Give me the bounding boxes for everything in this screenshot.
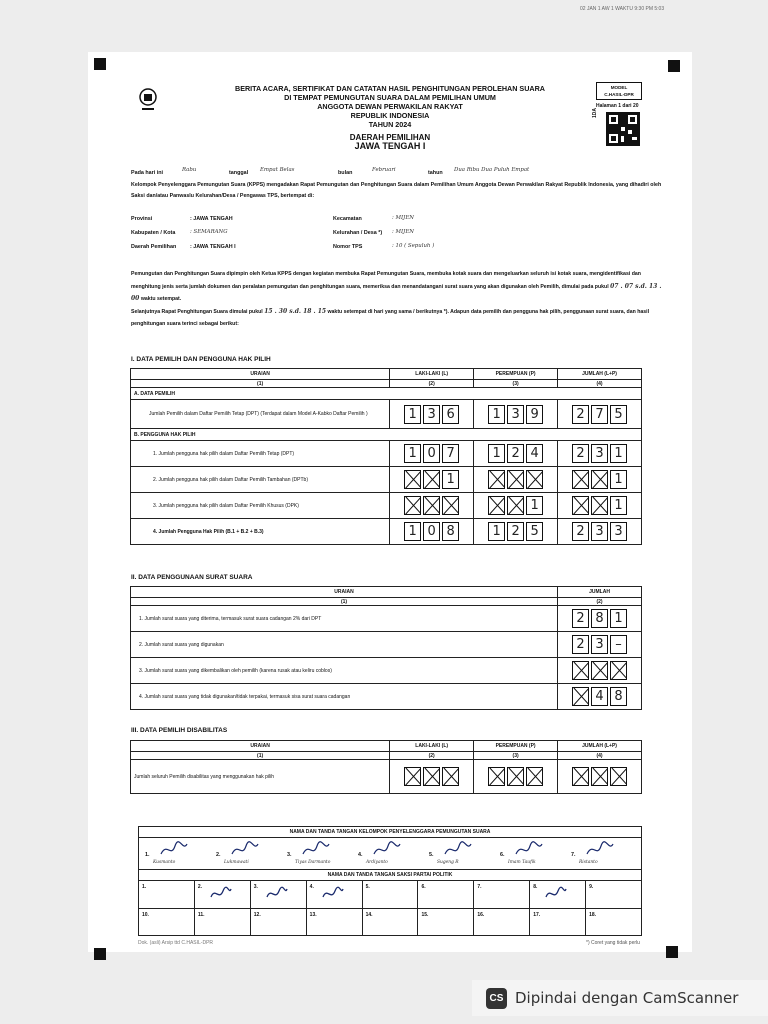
bulan-label: bulan xyxy=(338,170,353,176)
handwritten-signature-icon xyxy=(585,840,615,858)
handwritten-signature-icon xyxy=(372,840,402,858)
saksi-number: 16. xyxy=(477,912,485,918)
digit-box-group xyxy=(561,405,638,424)
digit-box: 4 xyxy=(591,687,608,706)
section-3-table: URAIAN LAKI-LAKI (L) PEREMPUAN (P) JUMLAH (L+P) (1) (2) (3) (4) Jumlah seluruh Pemilih disabilitas yang menggunakan hak pilih xyxy=(130,740,642,794)
digit-box: 2 xyxy=(507,444,524,463)
digit-box-group xyxy=(477,444,554,463)
saksi-number: 13. xyxy=(309,912,317,918)
digit-box: 2 xyxy=(507,522,524,541)
crossed-digit-box xyxy=(488,470,505,489)
crossed-digit-box xyxy=(507,496,524,515)
header-line-1: BERITA ACARA, SERTIFIKAT DAN CATATAN HASIL PENGHITUNGAN PEROLEHAN SUARA xyxy=(235,84,545,93)
digit-box: 2 xyxy=(572,444,589,463)
digit-box-group xyxy=(561,522,638,541)
saksi-number: 9. xyxy=(589,884,594,890)
crossed-digit-box xyxy=(572,687,589,706)
digit-box: 2 xyxy=(572,635,589,654)
crossed-digit-box xyxy=(507,470,524,489)
digit-box: 2 xyxy=(572,405,589,424)
ss-row-3-boxes xyxy=(558,658,642,684)
digit-box-group xyxy=(561,609,638,628)
row-b2-label: 2. Jumlah pengguna hak pilih dalam Daftar Pemilih Tambahan (DPTb) xyxy=(131,467,390,493)
digit-box: 1 xyxy=(610,609,627,628)
signature-block xyxy=(138,826,642,936)
digit-box-group xyxy=(561,767,638,786)
crossed-digit-box xyxy=(404,470,421,489)
a1-laki-boxes xyxy=(390,400,474,429)
group-a-label: A. DATA PEMILIH xyxy=(131,388,642,400)
handwritten-signature-icon xyxy=(443,840,473,858)
saksi-number: 2. xyxy=(197,884,203,890)
digit-box: 0 xyxy=(423,522,440,541)
crossed-digit-box xyxy=(572,470,589,489)
b4-laki-boxes xyxy=(390,519,474,545)
ss-row-2-label: 2. Jumlah surat suara yang digunakan xyxy=(131,632,558,658)
saksi-cell xyxy=(363,881,419,908)
digit-box: 1 xyxy=(488,522,505,541)
header-line-2: DI TEMPAT PEMUNGUTAN SUARA DALAM PEMILIHAN UMUM xyxy=(284,93,496,102)
crossed-digit-box xyxy=(610,661,627,680)
crossed-digit-box xyxy=(591,470,608,489)
row-b4-label: 4. Jumlah Pengguna Hak Pilih (B.1 + B.2 + B.3) xyxy=(131,519,390,545)
crossed-digit-box xyxy=(423,470,440,489)
saksi-cell xyxy=(418,909,474,935)
digit-box: 5 xyxy=(610,405,627,424)
handwritten-signature-icon xyxy=(209,885,233,903)
digit-box-group xyxy=(561,444,638,463)
header-dapil-label: DAERAH PEMILIHAN xyxy=(349,133,431,142)
kpps-number: 1. xyxy=(145,852,150,858)
saksi-number: 5. xyxy=(365,884,370,890)
header-line-4: REPUBLIK INDONESIA xyxy=(350,111,430,120)
b2-perempuan-boxes xyxy=(474,467,558,493)
crossed-digit-box xyxy=(442,496,459,515)
digit-box: 1 xyxy=(442,470,459,489)
count-time: 15 . 30 s.d. 18 . 15 xyxy=(264,307,327,315)
digit-box: 1 xyxy=(526,496,543,515)
digit-box-group xyxy=(561,661,638,680)
digit-box-group xyxy=(477,767,554,786)
ss-row-1-boxes xyxy=(558,606,642,632)
saksi-cell xyxy=(251,909,307,935)
row-b3-label: 3. Jumlah pengguna hak pilih dalam Daftar Pemilih Khusus (DPK) xyxy=(131,493,390,519)
kpps-member-name: Kusmanto xyxy=(153,860,176,865)
camscanner-logo-icon: CS xyxy=(486,988,507,1009)
section-3-title: III. DATA PEMILIH DISABILITAS xyxy=(131,727,228,734)
saksi-number: 7. xyxy=(477,884,482,890)
kpps-number: 6. xyxy=(500,852,505,858)
saksi-number: 10. xyxy=(142,912,149,918)
kpps-number: 3. xyxy=(287,852,292,858)
registration-mark xyxy=(668,60,680,72)
crossed-digit-box xyxy=(442,767,459,786)
kpps-number: 5. xyxy=(429,852,434,858)
b4-perempuan-boxes xyxy=(474,519,558,545)
b4-jumlah-boxes xyxy=(558,519,642,545)
kpps-member-name: Tiyas Darmanto xyxy=(295,860,331,865)
handwritten-signature-icon xyxy=(321,885,345,903)
saksi-cell xyxy=(195,909,251,935)
digit-box: 8 xyxy=(610,687,627,706)
digit-box: 1 xyxy=(610,496,627,515)
saksi-number: 17. xyxy=(533,912,541,918)
footer-right-note: *) Coret yang tidak perlu xyxy=(586,940,640,946)
digit-box: 3 xyxy=(591,444,608,463)
crossed-digit-box xyxy=(488,496,505,515)
registration-mark xyxy=(666,946,678,958)
digit-box: – xyxy=(610,635,627,654)
saksi-cell xyxy=(307,909,363,935)
group-b-label: B. PENGGUNA HAK PILIH xyxy=(131,429,642,441)
kecamatan-value: : MIJEN xyxy=(392,215,414,221)
provinsi-value: : JAWA TENGAH xyxy=(190,216,233,222)
digit-box: 1 xyxy=(488,405,505,424)
saksi-cell xyxy=(474,909,530,935)
digit-box: 2 xyxy=(572,522,589,541)
digit-box-group xyxy=(393,767,470,786)
disabilitas-jumlah-boxes xyxy=(558,760,642,794)
start-time: 07 . 07 s.d. 13 . 00 xyxy=(131,282,662,302)
digit-box-group xyxy=(477,405,554,424)
digit-box-group xyxy=(561,635,638,654)
b3-laki-boxes xyxy=(390,493,474,519)
tanggal-label: tanggal xyxy=(229,170,249,176)
crossed-digit-box xyxy=(488,767,505,786)
tps-label: Nomor TPS xyxy=(333,244,363,250)
b2-laki-boxes xyxy=(390,467,474,493)
crossed-digit-box xyxy=(404,767,421,786)
registration-mark xyxy=(94,948,106,960)
ss-row-3-label: 3. Jumlah surat suara yang dikembalikan oleh pemilih (karena rusak atau keliru coblos) xyxy=(131,658,558,684)
a1-perempuan-boxes xyxy=(474,400,558,429)
tahun-label: tahun xyxy=(428,170,443,176)
kpps-number: 2. xyxy=(216,852,221,858)
saksi-number: 18. xyxy=(589,912,597,918)
b1-laki-boxes xyxy=(390,441,474,467)
crossed-digit-box xyxy=(610,767,627,786)
saksi-cell xyxy=(307,881,363,908)
digit-box-group xyxy=(393,522,470,541)
crossed-digit-box xyxy=(572,496,589,515)
saksi-cell xyxy=(139,881,195,908)
row-b1-label: 1. Jumlah pengguna hak pilih dalam Daftar Pemilih Tetap (DPT) xyxy=(131,441,390,467)
digit-box-group xyxy=(477,522,554,541)
kpps-member-name: Imam Taufik xyxy=(508,860,536,865)
digit-box: 3 xyxy=(423,405,440,424)
crossed-digit-box xyxy=(423,496,440,515)
saksi-row-2 xyxy=(139,909,641,935)
b3-jumlah-boxes xyxy=(558,493,642,519)
digit-box: 8 xyxy=(442,522,459,541)
digit-box-group xyxy=(561,470,638,489)
crossed-digit-box xyxy=(591,767,608,786)
digit-box-group xyxy=(393,444,470,463)
section-1-title: I. DATA PEMILIH DAN PENGGUNA HAK PILIH xyxy=(131,356,271,363)
tahun-value: Dua Ribu Dua Puluh Empat xyxy=(454,167,530,173)
saksi-number: 1. xyxy=(142,884,147,890)
kpps-signature-row xyxy=(139,838,641,870)
kecamatan-label: Kecamatan xyxy=(333,216,362,222)
digit-box: 3 xyxy=(591,522,608,541)
kelurahan-label: Kelurahan / Desa *) xyxy=(333,230,383,236)
saksi-number: 4. xyxy=(309,884,314,890)
header-dapil-value: JAWA TENGAH I xyxy=(354,141,426,151)
kelurahan-value: : MIJEN xyxy=(392,229,414,235)
crossed-digit-box xyxy=(404,496,421,515)
ss-row-4-boxes xyxy=(558,684,642,710)
saksi-number: 11. xyxy=(197,912,205,918)
saksi-cell xyxy=(530,881,586,908)
saksi-title: NAMA DAN TANDA TANGAN SAKSI PARTAI POLITIK xyxy=(139,870,641,881)
registration-mark xyxy=(94,58,106,70)
digit-box-group xyxy=(393,405,470,424)
model-box: MODEL C.HASIL-DPR xyxy=(596,82,642,100)
handwritten-signature-icon xyxy=(265,885,289,903)
saksi-cell xyxy=(586,881,641,908)
saksi-cell xyxy=(195,881,251,908)
header-line-5: TAHUN 2024 xyxy=(368,120,412,129)
dapil-value: : JAWA TENGAH I xyxy=(190,244,236,250)
digit-box-group xyxy=(393,496,470,515)
dapil-label: Daerah Pemilihan xyxy=(131,244,177,250)
digit-box: 9 xyxy=(526,405,543,424)
kpps-member-name: Lukmawati xyxy=(224,860,249,865)
digit-box: 3 xyxy=(591,635,608,654)
saksi-number: 6. xyxy=(421,884,426,890)
section-2-table: URAIAN JUMLAH (1) (2) 1. Jumlah surat suara yang diterima, termasuk surat suara cadangan 2% dari DPT 2 8 1 2. Jumlah surat suara yang digunakan 2 3 – 3. Jumlah surat suara yang dikembalikan oleh pemilih (karena rusak atau keliru coblos) 4. Jumlah surat suara yang tidak digunakan/tidak terpakai, termasuk sisa surat suara cadangan 4 8 xyxy=(130,586,642,710)
digit-box: 0 xyxy=(423,444,440,463)
digit-box: 3 xyxy=(610,522,627,541)
b2-jumlah-boxes xyxy=(558,467,642,493)
digit-box: 1 xyxy=(404,405,421,424)
saksi-number: 8. xyxy=(533,884,538,890)
digit-box: 2 xyxy=(572,609,589,628)
side-code: 1DA xyxy=(592,107,598,118)
crossed-digit-box xyxy=(526,767,543,786)
digit-box-group xyxy=(561,687,638,706)
crossed-digit-box xyxy=(507,767,524,786)
saksi-number: 12. xyxy=(253,912,261,918)
digit-box: 6 xyxy=(442,405,459,424)
digit-box: 8 xyxy=(591,609,608,628)
tanggal-value: Empat Belas xyxy=(260,167,295,173)
kabupaten-value: : SEMARANG xyxy=(190,229,228,235)
qr-code-icon xyxy=(606,112,640,146)
crossed-digit-box xyxy=(572,767,589,786)
intro-paragraph: Kelompok Penyelenggara Pemungutan Suara (KPPS) mengadakan Rapat Pemungutan dan Penghitungan Suara dalam Pemilihan Umum Anggota Dewan Perwakilan Rakyat Republik Indonesia, yang dihadiri oleh Saksi dan/atau Panwaslu Kelurahan/Desa / Pengawas TPS, bertempat di: xyxy=(131,182,662,199)
digit-box: 5 xyxy=(526,522,543,541)
digit-box-group xyxy=(561,496,638,515)
saksi-cell xyxy=(363,909,419,935)
crossed-digit-box xyxy=(572,661,589,680)
provinsi-label: Provinsi xyxy=(131,216,153,222)
b1-jumlah-boxes xyxy=(558,441,642,467)
row-a1-label: Jumlah Pemilih dalam Daftar Pemilih Tetap (DPT) (Terdapat dalam Model A-Kabko Daftar Pemilih ) xyxy=(131,400,390,429)
digit-box: 3 xyxy=(507,405,524,424)
ss-row-1-label: 1. Jumlah surat suara yang diterima, termasuk surat suara cadangan 2% dari DPT xyxy=(131,606,558,632)
disabilitas-row-label: Jumlah seluruh Pemilih disabilitas yang menggunakan hak pilih xyxy=(131,760,390,794)
saksi-cell xyxy=(474,881,530,908)
kpps-title: NAMA DAN TANDA TANGAN KELOMPOK PENYELENGGARA PEMUNGUTAN SUARA xyxy=(139,827,641,838)
top-stamp: 02 JAN 1 AW 1 WAKTU 9:30 PM 5:03 xyxy=(580,6,665,12)
handwritten-signature-icon xyxy=(544,885,568,903)
kpps-number: 7. xyxy=(571,852,576,858)
handwritten-signature-icon xyxy=(230,840,260,858)
saksi-number: 14. xyxy=(365,912,373,918)
crossed-digit-box xyxy=(526,470,543,489)
kpps-member-name: Ristanto xyxy=(579,860,598,865)
digit-box: 7 xyxy=(591,405,608,424)
crossed-digit-box xyxy=(591,661,608,680)
kpps-number: 4. xyxy=(358,852,363,858)
ss-row-4-label: 4. Jumlah surat suara yang tidak digunakan/tidak terpakai, termasuk sisa surat suara cadangan xyxy=(131,684,558,710)
digit-box: 1 xyxy=(610,444,627,463)
saksi-cell xyxy=(586,909,641,935)
bulan-value: Februari xyxy=(372,167,396,173)
saksi-row-1 xyxy=(139,881,641,909)
digit-box: 1 xyxy=(488,444,505,463)
digit-box: 1 xyxy=(610,470,627,489)
crossed-digit-box xyxy=(423,767,440,786)
a1-jumlah-boxes xyxy=(558,400,642,429)
saksi-cell xyxy=(139,909,195,935)
digit-box-group xyxy=(477,470,554,489)
hari-value: Rabu xyxy=(182,167,197,173)
handwritten-signature-icon xyxy=(159,840,189,858)
kpu-logo-icon xyxy=(137,86,159,114)
camscanner-text: Dipindai dengan CamScanner xyxy=(515,989,739,1007)
procedure-paragraph: Pemungutan dan Penghitungan Suara dipimpin oleh Ketua KPPS dengan kegiatan membuka Rapat Pemungutan Suara, membuka kotak suara dan mengeluarkan seluruh isi kotak suara, mengidentifikasi dan menghitung jenis serta jumlah dokumen dan peralatan pemungutan dan penghitungan suara, memeriksa dan menandatangani surat suara yang akan digunakan oleh Pemilih, dimulai pada pukul 07 . 07 s.d. 13 . 00 waktu setempat. Selanjutnya Rapat Penghitungan Suara dimulai pukul 15 . 30 s.d. 18 . 15 waktu setempat di hari yang sama / berikutnya *). Adapun data pemilih dan pengguna hak pilih, penggunaan surat suara, dan hasil penghitungan suara terinci sebagai berikut: xyxy=(131,271,662,327)
handwritten-signature-icon xyxy=(301,840,331,858)
saksi-cell xyxy=(418,881,474,908)
digit-box: 1 xyxy=(404,444,421,463)
digit-box-group xyxy=(477,496,554,515)
crossed-digit-box xyxy=(591,496,608,515)
digit-box: 1 xyxy=(404,522,421,541)
kabupaten-label: Kabupaten / Kota xyxy=(131,230,176,236)
saksi-number: 15. xyxy=(421,912,429,918)
camscanner-watermark xyxy=(472,980,768,1016)
footer-left-note: Dok. (asli) Arsip ttd C.HASIL-DPR xyxy=(138,940,214,946)
tps-value: : 10 ( Sepuluh ) xyxy=(392,243,435,249)
saksi-cell xyxy=(251,881,307,908)
kpps-member-name: Ardiyanto xyxy=(366,860,388,865)
ss-row-2-boxes xyxy=(558,632,642,658)
handwritten-signature-icon xyxy=(514,840,544,858)
hari-label: Pada hari ini xyxy=(131,170,164,176)
section-2-title: II. DATA PENGGUNAAN SURAT SUARA xyxy=(131,574,253,581)
digit-box-group xyxy=(393,470,470,489)
digit-box: 4 xyxy=(526,444,543,463)
disabilitas-laki-boxes xyxy=(390,760,474,794)
saksi-number: 3. xyxy=(253,884,258,890)
saksi-cell xyxy=(530,909,586,935)
b1-perempuan-boxes xyxy=(474,441,558,467)
section-1-table: URAIAN LAKI-LAKI (L) PEREMPUAN (P) JUMLAH (L+P) (1) (2) (3) (4) A. DATA PEMILIH Jumlah Pemilih dalam Daftar Pemilih Tetap (DPT) (Terdapat dalam Model A-Kabko Daftar Pemilih ) 1 3 6 1 3 9 2 7 5 B. PENGGUNA HAK PILIH 1. Jumlah pengguna hak pilih dalam Daftar Pemilih Tetap (DPT) 1 0 7 1 2 4 2 3 1 2. Jumlah pengguna hak pilih dalam Daftar Pemilih Tambahan (DPTb) 1 1 3. Jumlah pengguna hak pilih dalam Daftar Pemilih Khusus (DPK) 1 1 4. Jumlah Pengguna Hak Pilih (B.1 + B.2 + B.3) 1 0 8 1 2 5 2 3 3 xyxy=(130,368,642,545)
header-line-3: ANGGOTA DEWAN PERWAKILAN RAKYAT xyxy=(317,102,463,111)
kpps-member-name: Sugeng R xyxy=(437,860,459,865)
page-indicator: Halaman 1 dari 20 xyxy=(596,103,639,109)
b3-perempuan-boxes xyxy=(474,493,558,519)
digit-box: 7 xyxy=(442,444,459,463)
disabilitas-perempuan-boxes xyxy=(474,760,558,794)
